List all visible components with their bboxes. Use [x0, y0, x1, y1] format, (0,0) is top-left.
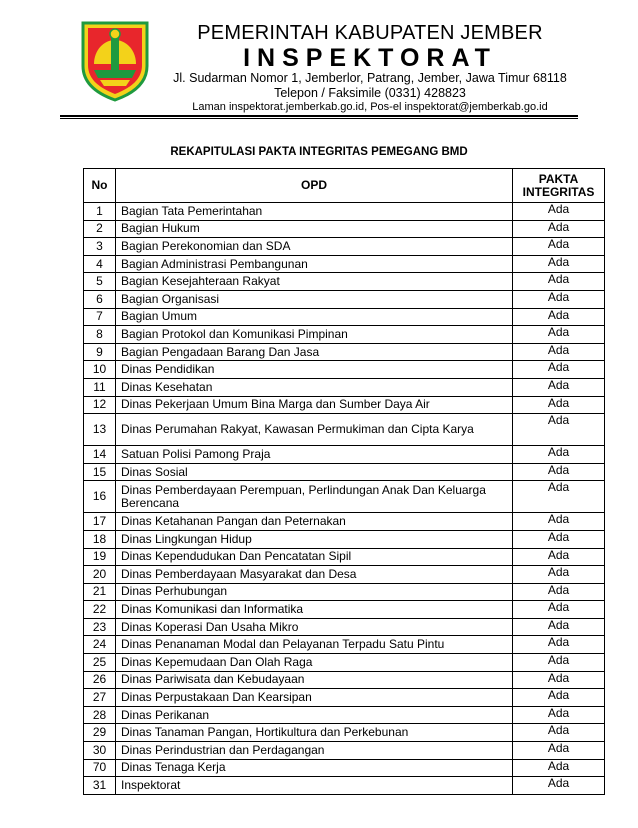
row-pakta-status: Ada	[513, 481, 605, 513]
letterhead-government-name: PEMERINTAH KABUPATEN JEMBER	[197, 22, 543, 44]
table-row	[84, 378, 605, 396]
row-pakta-status: Ada	[513, 601, 605, 619]
row-number: 4	[84, 255, 116, 273]
table-row	[84, 326, 605, 344]
table-row	[84, 238, 605, 256]
table-row	[84, 343, 605, 361]
row-pakta-status: Ada	[513, 290, 605, 308]
row-number: 18	[84, 530, 116, 548]
row-pakta-status: Ada	[513, 566, 605, 584]
row-pakta-status: Ada	[513, 238, 605, 256]
row-opd-name: Dinas Komunikasi dan Informatika	[116, 601, 513, 619]
row-number: 26	[84, 671, 116, 689]
row-number: 2	[84, 220, 116, 238]
row-number: 24	[84, 636, 116, 654]
row-pakta-status: Ada	[513, 706, 605, 724]
table-row	[84, 689, 605, 707]
row-number: 9	[84, 343, 116, 361]
table-row	[84, 414, 605, 446]
row-opd-name: Dinas Pemberdayaan Perempuan, Perlindungan Anak Dan Keluarga Berencana	[116, 481, 513, 513]
row-pakta-status: Ada	[513, 759, 605, 777]
row-pakta-status: Ada	[513, 671, 605, 689]
table-row	[84, 220, 605, 238]
row-opd-name: Dinas Perpustakaan Dan Kearsipan	[116, 689, 513, 707]
row-opd-name: Bagian Pengadaan Barang Dan Jasa	[116, 343, 513, 361]
row-pakta-status: Ada	[513, 308, 605, 326]
row-number: 12	[84, 396, 116, 414]
row-number: 3	[84, 238, 116, 256]
row-opd-name: Dinas Kesehatan	[116, 378, 513, 396]
row-number: 8	[84, 326, 116, 344]
table-row	[84, 203, 605, 221]
row-pakta-status: Ada	[513, 548, 605, 566]
pakta-integritas-table	[83, 168, 605, 795]
row-number: 70	[84, 759, 116, 777]
table-row	[84, 566, 605, 584]
table-row	[84, 530, 605, 548]
row-number: 27	[84, 689, 116, 707]
row-number: 28	[84, 706, 116, 724]
row-opd-name: Dinas Sosial	[116, 463, 513, 481]
table-header-row	[84, 169, 605, 203]
row-pakta-status: Ada	[513, 618, 605, 636]
header-pakta-integritas	[513, 169, 605, 203]
table-row	[84, 273, 605, 291]
table-row	[84, 361, 605, 379]
table-row	[84, 742, 605, 760]
row-opd-name: Dinas Tenaga Kerja	[116, 759, 513, 777]
row-number: 14	[84, 446, 116, 464]
header-no: No	[84, 169, 116, 203]
row-pakta-status: Ada	[513, 361, 605, 379]
header-pakta-line1: PAKTA	[538, 171, 579, 186]
table-row	[84, 290, 605, 308]
row-pakta-status: Ada	[513, 414, 605, 446]
row-opd-name: Dinas Perhubungan	[116, 583, 513, 601]
row-opd-name: Dinas Ketahanan Pangan dan Peternakan	[116, 513, 513, 531]
row-opd-name: Dinas Penanaman Modal dan Pelayanan Terpadu Satu Pintu	[116, 636, 513, 654]
table-row	[84, 583, 605, 601]
row-opd-name: Satuan Polisi Pamong Praja	[116, 446, 513, 464]
row-pakta-status: Ada	[513, 654, 605, 672]
row-pakta-status: Ada	[513, 463, 605, 481]
row-opd-name: Dinas Kependudukan Dan Pencatatan Sipil	[116, 548, 513, 566]
row-pakta-status: Ada	[513, 583, 605, 601]
row-opd-name: Dinas Pariwisata dan Kebudayaan	[116, 671, 513, 689]
table-row	[84, 601, 605, 619]
row-pakta-status: Ada	[513, 378, 605, 396]
document-title: REKAPITULASI PAKTA INTEGRITAS PEMEGANG BMD	[170, 146, 468, 158]
row-number: 16	[84, 481, 116, 513]
header-opd: OPD	[116, 169, 513, 203]
row-number: 11	[84, 378, 116, 396]
table-row	[84, 706, 605, 724]
table-row	[84, 654, 605, 672]
row-opd-name: Bagian Administrasi Pembangunan	[116, 255, 513, 273]
row-number: 7	[84, 308, 116, 326]
table-row	[84, 308, 605, 326]
row-opd-name: Dinas Pekerjaan Umum Bina Marga dan Sumber Daya Air	[116, 396, 513, 414]
letterhead-phone: Telepon / Faksimile (0331) 428823	[274, 86, 466, 100]
row-opd-name: Bagian Kesejahteraan Rakyat	[116, 273, 513, 291]
jember-regency-emblem-icon	[80, 20, 150, 102]
letterhead-rule-thin	[60, 118, 578, 119]
row-number: 13	[84, 414, 116, 446]
row-pakta-status: Ada	[513, 273, 605, 291]
row-pakta-status: Ada	[513, 203, 605, 221]
row-opd-name: Dinas Pendidikan	[116, 361, 513, 379]
row-number: 31	[84, 777, 116, 795]
row-opd-name: Bagian Hukum	[116, 220, 513, 238]
row-opd-name: Dinas Lingkungan Hidup	[116, 530, 513, 548]
row-number: 30	[84, 742, 116, 760]
row-pakta-status: Ada	[513, 513, 605, 531]
row-number: 1	[84, 203, 116, 221]
table-row	[84, 396, 605, 414]
table-row	[84, 255, 605, 273]
row-pakta-status: Ada	[513, 689, 605, 707]
table-row	[84, 671, 605, 689]
row-opd-name: Bagian Protokol dan Komunikasi Pimpinan	[116, 326, 513, 344]
row-opd-name: Dinas Koperasi Dan Usaha Mikro	[116, 618, 513, 636]
row-opd-name: Dinas Perindustrian dan Perdagangan	[116, 742, 513, 760]
header-pakta-line2: INTEGRITAS	[522, 184, 595, 199]
row-number: 6	[84, 290, 116, 308]
row-pakta-status: Ada	[513, 636, 605, 654]
letterhead-agency-name: INSPEKTORAT	[243, 44, 497, 72]
row-pakta-status: Ada	[513, 777, 605, 795]
row-number: 19	[84, 548, 116, 566]
table-row	[84, 513, 605, 531]
table-row	[84, 724, 605, 742]
row-opd-name: Dinas Kepemudaan Dan Olah Raga	[116, 654, 513, 672]
row-opd-name: Bagian Tata Pemerintahan	[116, 203, 513, 221]
row-pakta-status: Ada	[513, 343, 605, 361]
row-opd-name: Dinas Tanaman Pangan, Hortikultura dan Perkebunan	[116, 724, 513, 742]
row-opd-name: Bagian Perekonomian dan SDA	[116, 238, 513, 256]
row-number: 5	[84, 273, 116, 291]
row-opd-name: Bagian Organisasi	[116, 290, 513, 308]
row-pakta-status: Ada	[513, 326, 605, 344]
letterhead-rule-thick	[60, 115, 578, 117]
row-pakta-status: Ada	[513, 255, 605, 273]
row-opd-name: Dinas Pemberdayaan Masyarakat dan Desa	[116, 566, 513, 584]
table-row	[84, 636, 605, 654]
table-row	[84, 777, 605, 795]
table-row	[84, 446, 605, 464]
table-row	[84, 548, 605, 566]
letterhead-web-email: Laman inspektorat.jemberkab.go.id, Pos-el inspektorat@jemberkab.go.id	[192, 101, 548, 113]
row-number: 15	[84, 463, 116, 481]
row-pakta-status: Ada	[513, 530, 605, 548]
row-opd-name: Dinas Perumahan Rakyat, Kawasan Permukiman dan Cipta Karya	[116, 414, 513, 446]
row-number: 23	[84, 618, 116, 636]
row-number: 20	[84, 566, 116, 584]
row-pakta-status: Ada	[513, 742, 605, 760]
table-row	[84, 463, 605, 481]
table-row	[84, 481, 605, 513]
row-pakta-status: Ada	[513, 724, 605, 742]
table-row	[84, 618, 605, 636]
row-number: 10	[84, 361, 116, 379]
row-pakta-status: Ada	[513, 446, 605, 464]
letterhead-address: Jl. Sudarman Nomor 1, Jemberlor, Patrang, Jember, Jawa Timur 68118	[173, 71, 567, 85]
row-number: 21	[84, 583, 116, 601]
row-pakta-status: Ada	[513, 396, 605, 414]
table-row	[84, 759, 605, 777]
row-opd-name: Bagian Umum	[116, 308, 513, 326]
row-number: 17	[84, 513, 116, 531]
row-number: 29	[84, 724, 116, 742]
row-pakta-status: Ada	[513, 220, 605, 238]
row-number: 25	[84, 654, 116, 672]
row-number: 22	[84, 601, 116, 619]
row-opd-name: Inspektorat	[116, 777, 513, 795]
row-opd-name: Dinas Perikanan	[116, 706, 513, 724]
